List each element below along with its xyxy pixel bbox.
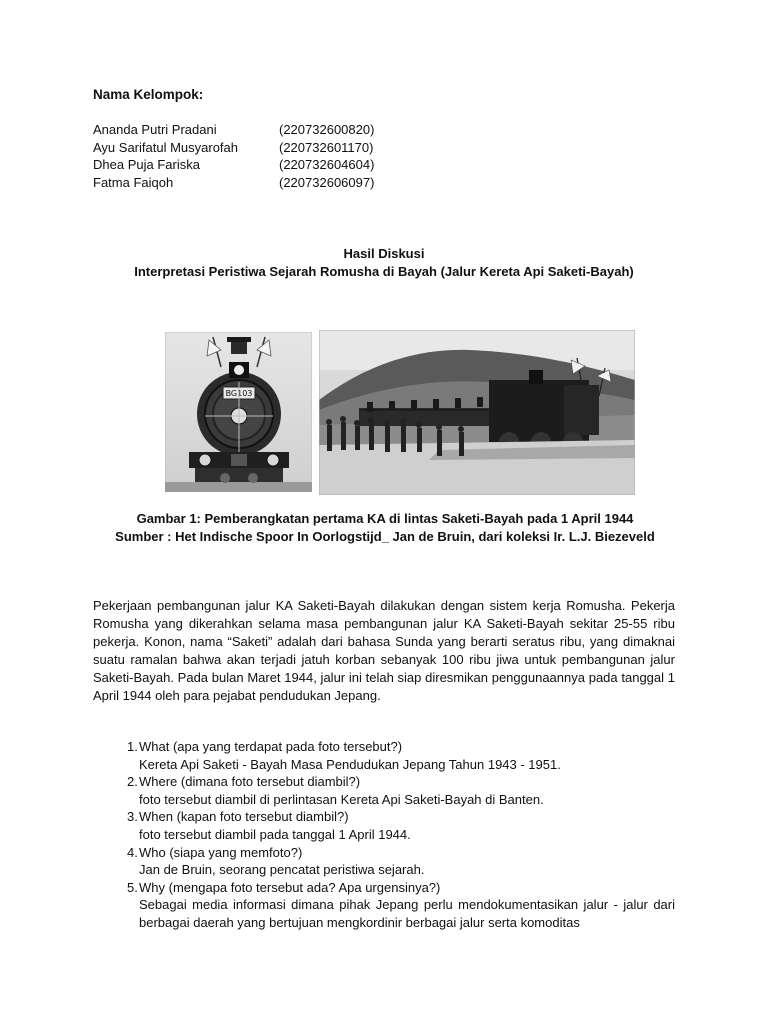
list-item — [93, 738, 675, 773]
member-row — [93, 174, 493, 192]
member-id: (220732601170) — [279, 139, 374, 155]
member-list — [93, 121, 493, 191]
question-text: Where (dimana foto tersebut diambil?) — [139, 774, 361, 790]
member-row — [93, 139, 493, 157]
list-number: 5. — [127, 879, 138, 895]
member-row — [93, 121, 493, 139]
list-item — [93, 773, 675, 808]
member-id: (220732600820) — [279, 122, 375, 137]
document-subtitle: Interpretasi Peristiwa Sejarah Romusha di Bayah (Jalur Kereta Api Saketi-Bayah) — [134, 264, 634, 279]
list-number: 3. — [127, 809, 138, 825]
question-text: Who (siapa yang memfoto?) — [139, 844, 303, 860]
document-title: Hasil Diskusi — [343, 246, 425, 261]
figure-photos — [165, 330, 635, 495]
question-text: When (kapan foto tersebut diambil?) — [139, 809, 349, 825]
question-list — [93, 738, 675, 932]
train-ceremony-photo — [319, 330, 635, 495]
answer-text: Sebagai media informasi dimana pihak Jepang perlu mendokumentasikan jalur - jalur dari berbagai daerah yang bertujuan mengkordinir berbagai jalur serta komoditas — [139, 897, 675, 930]
answer-text: Kereta Api Saketi - Bayah Masa Pendudukan Jepang Tahun 1943 - 1951. — [139, 756, 561, 772]
list-item — [93, 879, 675, 932]
locomotive-photo — [165, 332, 312, 492]
member-name: Dhea Puja Fariska — [93, 157, 200, 172]
member-name: Fatma Faiqoh — [93, 174, 174, 190]
answer-text: foto tersebut diambil di perlintasan Kereta Api Saketi-Bayah di Banten. — [139, 791, 544, 807]
member-row — [93, 156, 493, 174]
question-text: Why (mengapa foto tersebut ada? Apa urgensinya?) — [139, 879, 441, 895]
member-id: (220732604604) — [279, 157, 375, 172]
answer-text: foto tersebut diambil pada tanggal 1 April 1944. — [139, 826, 411, 842]
figure-caption — [80, 510, 690, 546]
answer-text: Jan de Bruin, seorang pencatat peristiwa sejarah. — [139, 862, 425, 878]
body-paragraph: Pekerjaan pembangunan jalur KA Saketi-Bayah dilakukan dengan sistem kerja Romusha. Pekerja Romusha yang dikerahkan selama masa pembangunan jalur KA Saketi-Bayah sekitar 25-55 ribu pekerja. Konon, nama “Saketi” adalah dari bahasa Sunda yang berarti seratus ribu, yang dimaknai suatu ramalan bahwa akan terjadi jatuh korban sebanyak 100 ribu jiwa untuk pembangunan jalur Saketi-Bayah. Pada bulan Maret 1944, jalur ini telah siap diresmikan penggunaannya pada tanggal 1 April 1944 oleh para pejabat pendudukan Jepang. — [93, 598, 675, 703]
member-id: (220732606097) — [279, 174, 375, 190]
question-text: What (apa yang terdapat pada foto tersebut?) — [139, 739, 403, 754]
list-item — [93, 844, 675, 879]
locomotive-number: BG103 — [225, 389, 253, 398]
caption-line-2: Sumber : Het Indische Spoor In Oorlogstijd_ Jan de Bruin, dari koleksi Ir. L.J. Biezeveld — [115, 529, 655, 544]
list-number: 4. — [127, 844, 138, 860]
caption-line-1: Gambar 1: Pemberangkatan pertama KA di lintas Saketi-Bayah pada 1 April 1944 — [136, 511, 634, 526]
member-name: Ananda Putri Pradani — [93, 122, 217, 137]
list-number: 2. — [127, 774, 138, 790]
group-label: Nama Kelompok: — [93, 87, 204, 102]
list-number: 1. — [127, 739, 138, 754]
member-name: Ayu Sarifatul Musyarofah — [93, 139, 238, 155]
list-item — [93, 808, 675, 843]
